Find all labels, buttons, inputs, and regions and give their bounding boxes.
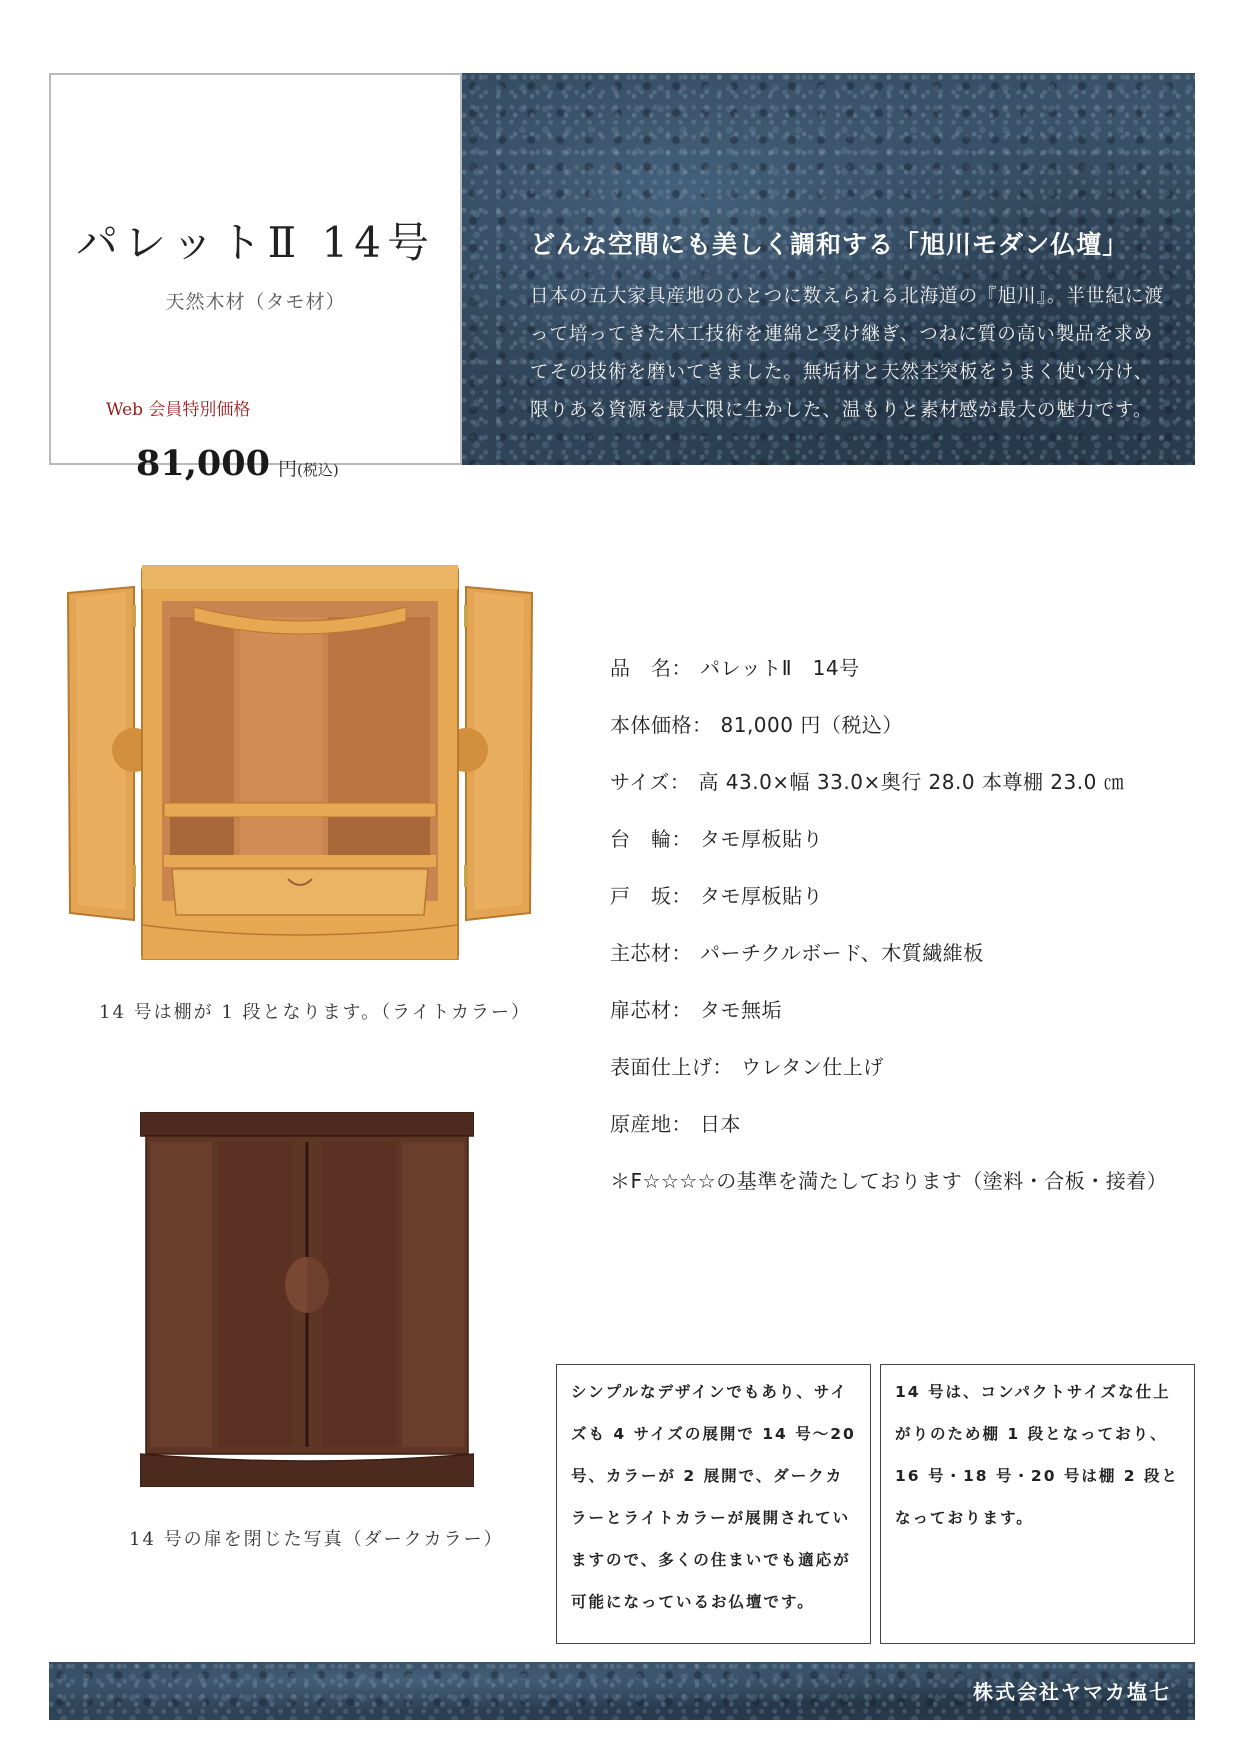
dark-image-caption: 14 号の扉を閉じた写真（ダークカラー） [129, 1529, 504, 1550]
spec-value: タモ無垢 [700, 998, 782, 1022]
spec-value: パーチクルボード、木質繊維板 [700, 941, 984, 965]
product-material: 天然木材（タモ材） [165, 291, 346, 313]
altar-light-open-image [66, 565, 536, 960]
light-image-caption: 14 号は棚が 1 段となります。（ライトカラー） [99, 1002, 531, 1023]
intro-body: 日本の五大家具産地のひとつに数えられる北海道の『旭川』。半世紀に渡って培ってきた木工技術を連綿と受け継ぎ、つねに質の高い製品を求めてその技術を磨いてきました。無垢材と天然杢突板をうまく使い分け、限りある資源を最大限に生かした、温もりと素材感が最大の魅力です。 [530, 286, 1164, 421]
price-tax-note: (税込) [296, 461, 339, 479]
spec-value: 高 43.0×幅 33.0×奥行 28.0 本尊棚 23.0 ㎝ [698, 770, 1125, 794]
spec-row [610, 766, 1167, 823]
intro-headline: どんな空間にも美しく調和する「旭川モダン仏壇」 [530, 230, 1129, 259]
spec-value: 日本 [700, 1112, 741, 1136]
product-name: パレットⅡ 14号 [76, 218, 435, 267]
product-title-box [49, 73, 462, 484]
spec-value: パレットⅡ 14号 [700, 656, 860, 680]
price-number: 81,000 [136, 443, 270, 484]
size-note-box: 14 号は、コンパクトサイズな仕上がりのため棚 1 段となっており、16 号・18 号・20 号は棚 2 段となっております。 [880, 1364, 1195, 1644]
certification-note: ＊F☆☆☆☆の基準を満たしております（塗料・合板・接着） [610, 1169, 1168, 1193]
spec-value: ウレタン仕上げ [741, 1055, 884, 1079]
spec-label: 戸 坂： [610, 884, 692, 908]
spec-label: 主芯材： [610, 941, 692, 965]
spec-label: 原産地： [610, 1112, 692, 1136]
spec-value: タモ厚板貼り [700, 827, 823, 851]
spec-row [610, 994, 1167, 1051]
price-yen: 円 [277, 458, 297, 480]
spec-row [610, 937, 1167, 994]
web-member-price-label: Web 会員特別価格 [106, 400, 251, 420]
spec-list [610, 652, 1167, 1222]
company-name: 株式会社ヤマカ塩七 [973, 1680, 1171, 1704]
price [136, 443, 339, 484]
design-note-box: シンプルなデザインでもあり、サイズも 4 サイズの展開で 14 号～20 号、カラーが 2 展開で、ダークカラーとライトカラーが展開されていますので、多くの住まいでも適応が可能になっているお仏壇です。 [556, 1364, 871, 1644]
spec-label: 台 輪： [610, 827, 692, 851]
spec-row [610, 880, 1167, 937]
spec-value: タモ厚板貼り [700, 884, 823, 908]
spec-note-row [610, 1165, 1167, 1222]
spec-label: 品 名： [610, 656, 692, 680]
spec-label: 表面仕上げ： [610, 1055, 733, 1079]
spec-label: 扉芯材： [610, 998, 692, 1022]
intro-panel [462, 73, 1195, 465]
spec-label: 本体価格： [610, 713, 713, 737]
altar-dark-closed-image [140, 1112, 474, 1487]
footer-band [49, 1662, 1195, 1720]
spec-label: サイズ： [610, 770, 691, 794]
spec-row [610, 652, 1167, 709]
spec-row [610, 1108, 1167, 1165]
spec-value: 81,000 円（税込） [720, 713, 903, 737]
spec-row [610, 709, 1167, 766]
spec-row [610, 823, 1167, 880]
spec-row [610, 1051, 1167, 1108]
